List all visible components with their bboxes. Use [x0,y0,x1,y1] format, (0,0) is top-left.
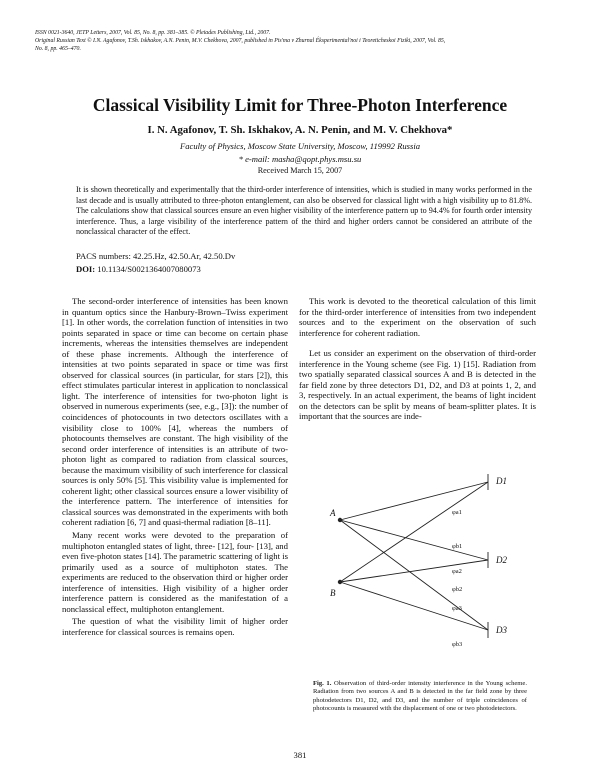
author-email: * e-mail: masha@qopt.phys.msu.su [238,154,362,164]
journal-header [35,30,570,53]
body-paragraph: Let us consider an experiment on the observation of third-order interference in the Young scheme (see Fig. 1) [15]. Radiation from two spatially separated classical sources A and B is detected in the far field zone by three detectors D1, D2, and D3 at points 1, 2, and 3, respectively. In an actual experiment, the beams of light incident on the detectors can be split by means of beam-splitter plates. It is important that the sources are inde- [299,348,536,422]
header-line: No. 8, pp. 465–470. [35,45,81,52]
body-paragraph: This work is devoted to the theoretical calculation of this limit for the third-order interference of intensities from two independent sources and to the experiment on the observation of such interference for coherent radiation. [299,296,536,338]
author-list: I. N. Agafonov, T. Sh. Iskhakov, A. N. Penin, and M. V. Chekhova* [147,124,453,136]
body-paragraph: The second-order interference of intensities has been known in quantum optics since the Hanbury-Brown–Twiss experiment [1]. In other words, the correlation function of intensities in two points separated in space or time can become on certain phase increments, whereas the intensities themselves are independent of these phase increments. Although the interference of intensities at two points separated in space or time was first observed for classical sources (in particular, for stars [2]), this effect stimulates particular interest in application to nonclassical light. The interference of intensities for two-photon light is observed in numerous experiments (see, e.g., [3]): the number of coincidences of photocounts in two detectors oscillates with a visibility close to 100% [4], whereas the numbers of photocounts themselves are constant. The high visibility of the second order interference of intensities is an attribute of two-photon light as compared to radiation from classical sources, because the maximum visibility of such interference for classical sources is only 50% [5]. This visibility value is implemented for coherent light; other classical sources ensure a lower visibility of the interference pattern. The interference of intensities for classical sources was demonstrated in the experiments with both coherent radiation [6, 7] and quasi-thermal radiation [8–11]. [62,296,288,528]
abstract: It is shown theoretically and experimentally that the third-order interference of intensities, which is studied in many works performed in the last decade and is usually attributed to three-photon entanglement, can also be observed for classical light with a high visibility up to 81.8%. The calculations show that classical sources ensure an even higher visibility of the interference pattern up to 94.4% for fourth order intensity interference. Thus, a large visibility of the interference pattern of the third and higher orders cannot be considered an attribute of the nonclassical character of the effect. [76,185,532,237]
header-line: ISSN 0021-3640, JETP Letters, 2007, Vol. 85, No. 8, pp. 381–385. © Pleiades Publishing, Ltd., 2007. [35,30,271,36]
body-paragraph: The question of what the visibility limit of higher order interference for classical sources is remains open. [62,616,288,637]
detector-label: D1 [496,476,507,486]
detector-label: D3 [496,625,507,635]
phase-label: φb2 [452,586,463,593]
detector-label: D2 [496,555,507,565]
doi-value: 10.1134/S0021364007080073 [97,264,201,274]
phase-label: φa2 [452,568,462,575]
phase-label: φb1 [452,543,463,550]
caption-text: Observation of third-order intensity interference in the Young scheme. Radiation from two sources A and B is detected in the far field zone by three photodetectors D1, D2, and D3, and the number of triple coincidences of photocounts is measured with the displacement of one or two photodetectors. [313,680,528,713]
doi-line [76,264,201,274]
body-paragraph: Many recent works were devoted to the preparation of multiphoton entangled states of light, three- [12], four- [13], and even five-photon states [14]. The parametric scattering of light is primarily used as a source of multiphoton states. The experiments are reduced to the observation third or higher order interference of intensities. High visibility of a higher order interference pattern is considered as the manifestation of a nonclassical effect, multiphoton entanglement. [62,530,288,614]
doi-label: DOI: [76,264,96,274]
phase-label: φb3 [452,641,463,648]
phase-label: φa1 [452,509,462,516]
right-column [299,296,536,422]
figure-young-scheme [320,470,540,670]
pacs-numbers: PACS numbers: 42.25.Hz, 42.50.Ar, 42.50.Dv [76,251,236,261]
page-number: 381 [293,750,307,760]
left-column [62,296,288,638]
header-line: Original Russian Text © I.N. Agafonov, T.Sh. Iskhakov, A.N. Penin, M.V. Chekhova, 2007, published in Pis'ma v Zhurnal Éksperimental'noi i Teoreticheskoi Fiziki, 2007, Vol. 85, [35,37,446,44]
source-a-label: A [330,508,336,518]
paper-title: Classical Visibility Limit for Three-Photon Interference [92,95,508,115]
received-date: Received March 15, 2007 [257,166,343,175]
phase-label: φa3 [452,605,462,612]
source-b-label: B [330,588,336,598]
caption-label: Fig. 1. [313,680,332,687]
affiliation: Faculty of Physics, Moscow State University, Moscow, 119992 Russia [179,141,421,151]
figure-caption [313,680,527,714]
